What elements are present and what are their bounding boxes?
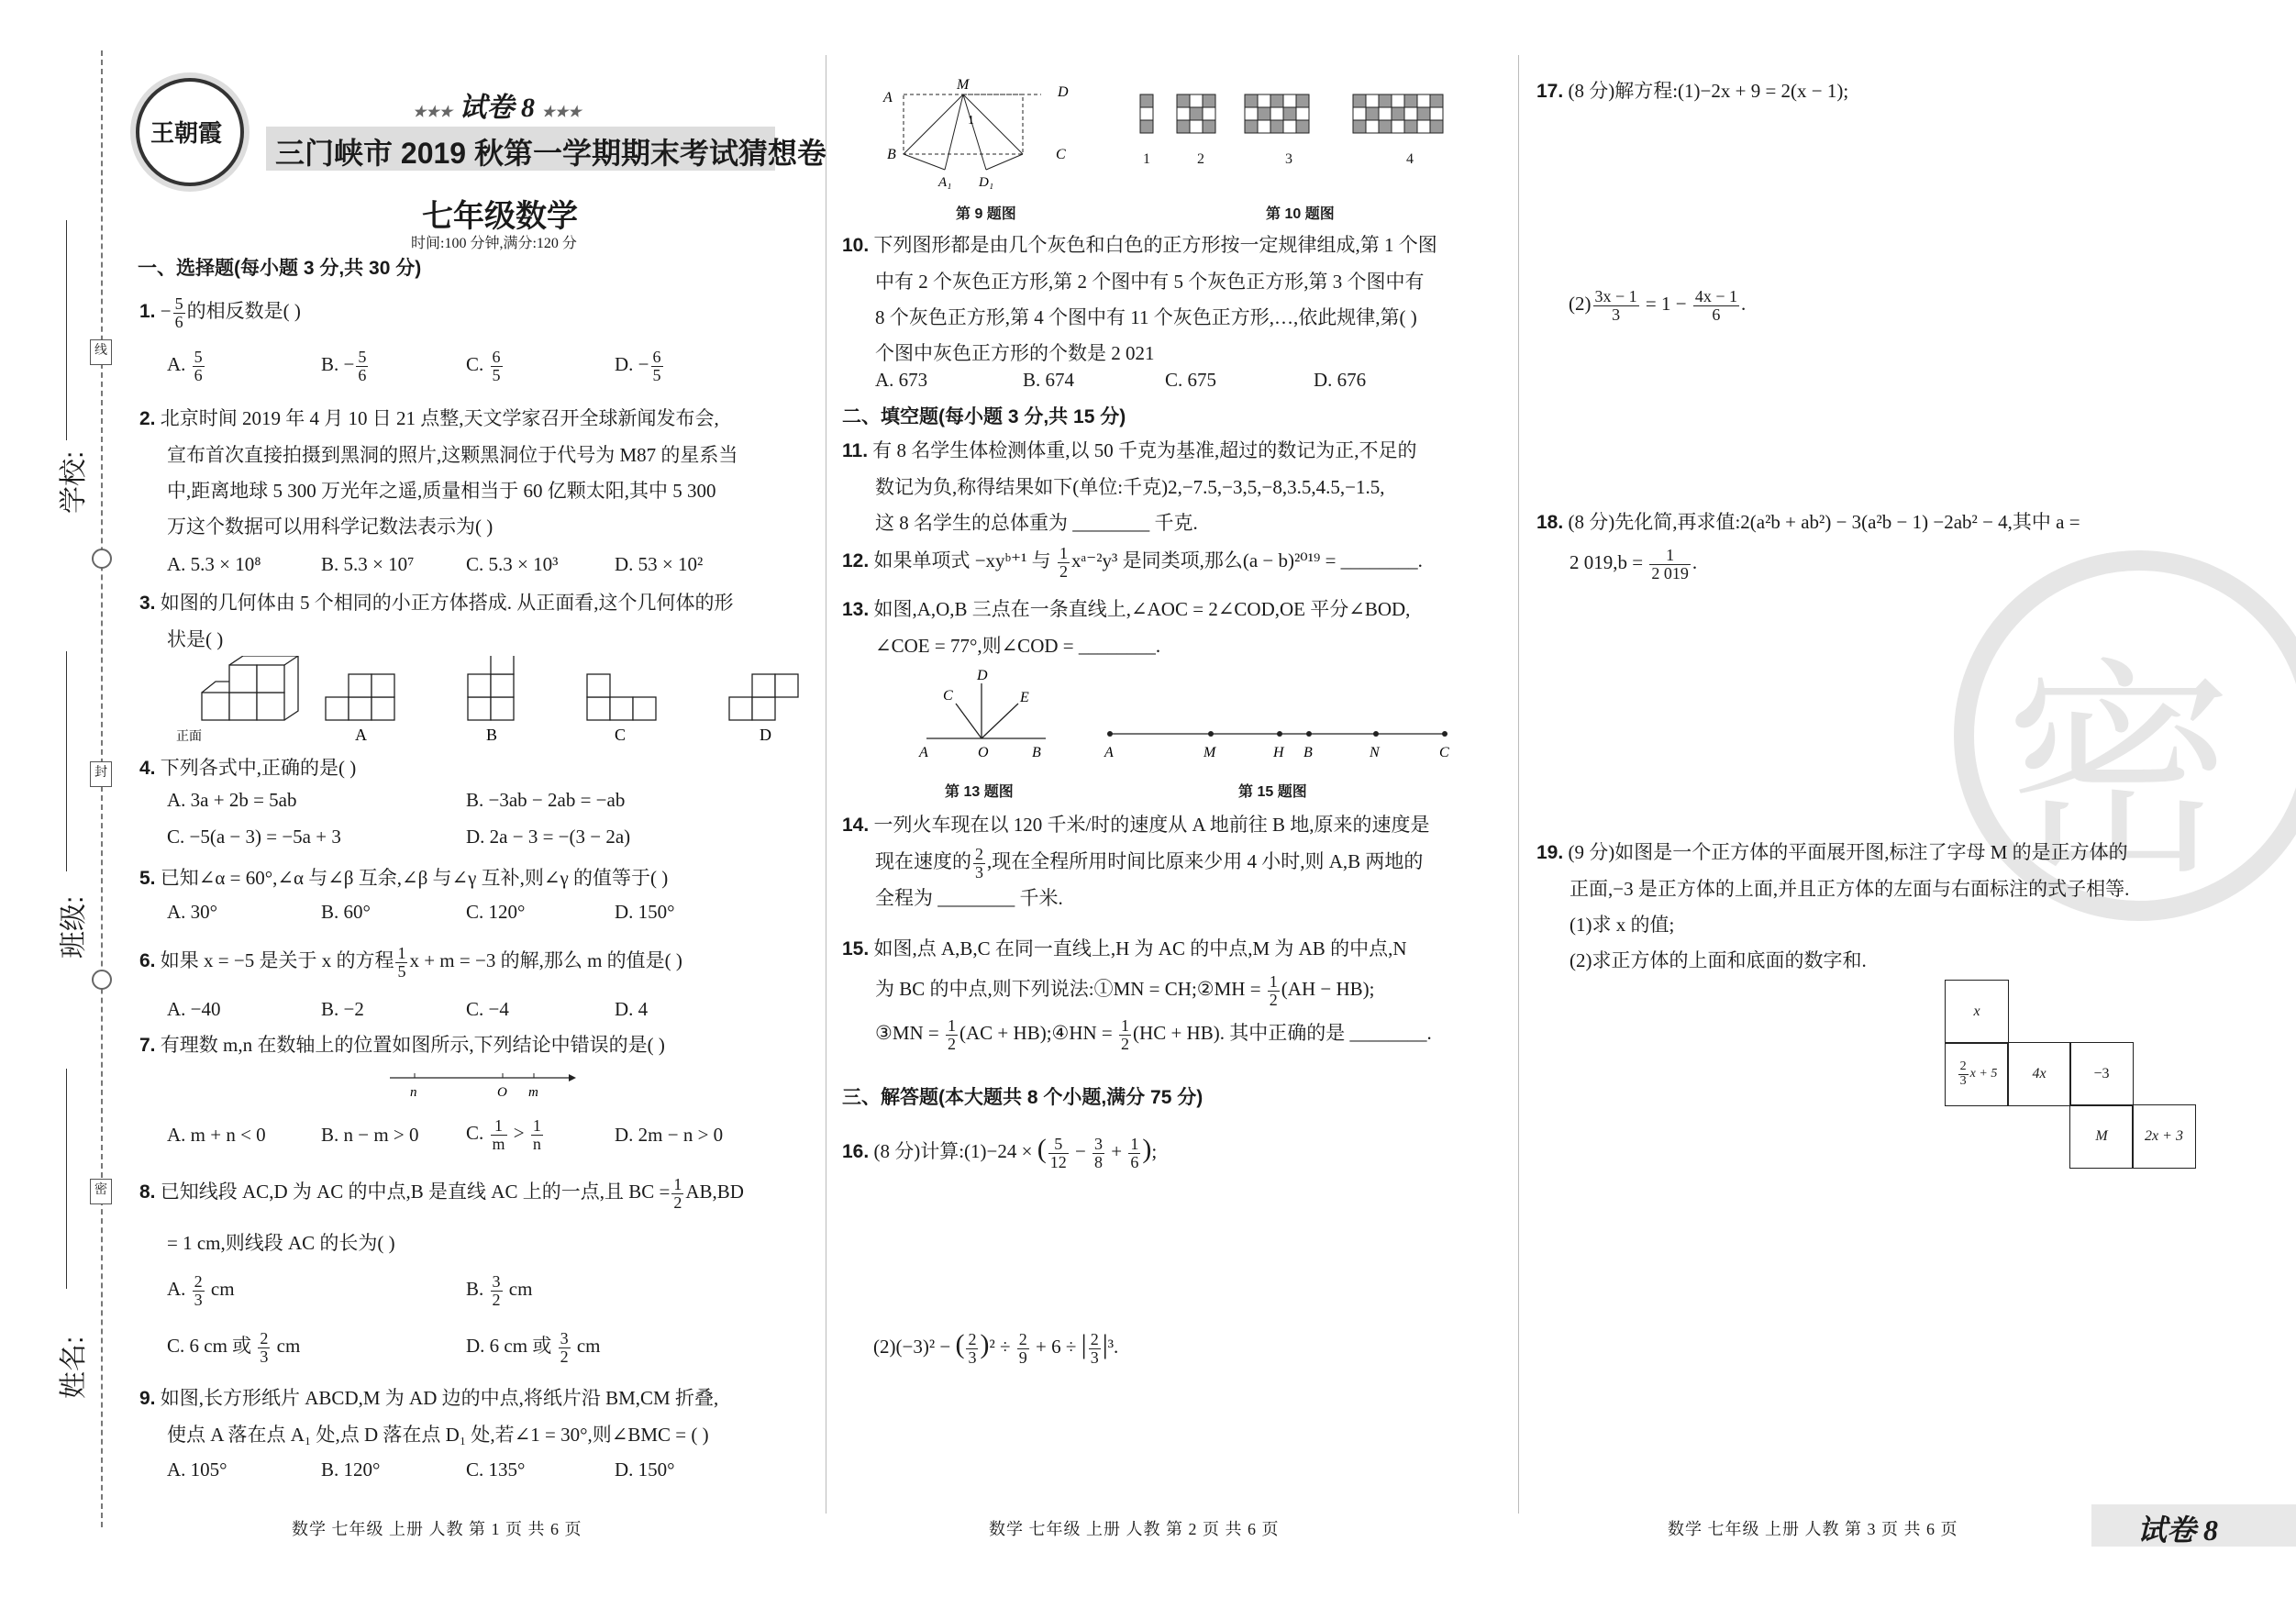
- q10-square: [1404, 107, 1417, 120]
- q15-pt-a: A: [1104, 745, 1114, 760]
- q13-pt-b: B: [1032, 745, 1041, 760]
- cube-net-cell-m: M: [2069, 1104, 2134, 1169]
- q10-square: [1203, 107, 1215, 120]
- q10-square: [1366, 120, 1379, 133]
- school-blank[interactable]: [66, 220, 67, 440]
- q3-option-d-figure: [729, 674, 798, 720]
- brand-logo-text: 王朝霞: [150, 120, 222, 147]
- q10-square: [1430, 120, 1443, 133]
- question-7: 7. 有理数 m,n 在数轴上的位置如图所示,下列结论中错误的是( ): [139, 1034, 665, 1056]
- binding-hole-icon: [92, 970, 112, 990]
- q3-option-b-figure: [468, 656, 514, 720]
- question-17-part-2: (2) $\frac{3x - 1}{3}$ = 1 − $\frac{4x - 1}{6}$ .: [1569, 286, 1747, 324]
- q6-option-a[interactable]: A. −40: [167, 998, 221, 1020]
- q9-fig-caption: 第 9 题图: [956, 206, 1016, 222]
- q10-square: [1366, 94, 1379, 107]
- footer-page-3: 数学 七年级 上册 人教 第 3 页 共 6 页: [1668, 1520, 1958, 1538]
- q6-option-d[interactable]: D. 4: [615, 998, 649, 1020]
- exam-label: ★★★ 试卷 8 ★★★: [413, 93, 582, 123]
- q10-square: [1366, 107, 1379, 120]
- question-5: 5. 已知∠α = 60°,∠α 与∠β 互余,∠β 与∠γ 互补,则∠γ 的值等于( ): [139, 867, 669, 889]
- q10-square: [1353, 120, 1366, 133]
- q9-option-c[interactable]: C. 135°: [466, 1458, 526, 1481]
- school-label: 学校:: [59, 450, 89, 514]
- q10-square: [1140, 94, 1153, 107]
- q10-square: [1245, 120, 1258, 133]
- cube-net-cell-4x: 4x: [2007, 1042, 2071, 1106]
- q10-square: [1353, 107, 1366, 120]
- time-info: 时间:100 分钟,满分:120 分: [411, 236, 577, 251]
- q15-pt-b: B: [1303, 745, 1313, 760]
- q4-option-c[interactable]: C. −5(a − 3) = −5a + 3: [167, 826, 341, 848]
- section-2-title: 二、填空题(每小题 3 分,共 15 分): [842, 406, 1126, 427]
- cube-net-cell-x: x: [1945, 980, 2009, 1044]
- q10-square: [1190, 120, 1203, 133]
- question-8: 8. 已知线段 AC,D 为 AC 的中点,B 是直线 AC 上的一点,且 BC = $\frac{1}{2}$ AB,BD: [139, 1174, 744, 1212]
- q13-pt-o: O: [978, 745, 989, 760]
- seal-mark-line: 线: [90, 339, 112, 365]
- q10-label-3: 3: [1285, 151, 1292, 167]
- q7-option-c[interactable]: C. $\frac{1}{m}$ > $\frac{1}{n}$: [466, 1116, 541, 1153]
- footer-page-2: 数学 七年级 上册 人教 第 2 页 共 6 页: [989, 1520, 1280, 1538]
- q10-square: [1296, 107, 1309, 120]
- class-label: 班级:: [59, 895, 89, 959]
- q6-option-b[interactable]: B. −2: [321, 998, 364, 1020]
- question-15: 15. 如图,点 A,B,C 在同一直线上,H 为 AC 的中点,M 为 AB 的中点,N 为 BC 的中点,则下列说法:①MN = CH;②MH = $\frac{1}{2}$ (AH − HB); ③MN = $\frac{1}{2}$ (AC + HB);④HN = $\frac{1}{2}$ (HC + HB). 其中正确的是 ________.: [842, 937, 1432, 1054]
- q10-square: [1283, 107, 1296, 120]
- question-6: 6. 如果 x = −5 是关于 x 的方程 $\frac{1}{5}$ x + m = −3 的解,那么 m 的值是( ): [139, 943, 682, 981]
- q10-square: [1392, 107, 1404, 120]
- q10-pattern-3: [1245, 94, 1309, 133]
- q15-pt-n: N: [1370, 745, 1380, 760]
- q10-square: [1417, 120, 1430, 133]
- name-blank[interactable]: [66, 1069, 67, 1289]
- q1-option-c[interactable]: C. $\frac{6}{5}$: [466, 348, 501, 384]
- q10-square: [1258, 120, 1270, 133]
- q15-pt-c: C: [1439, 745, 1449, 760]
- q10-square: [1296, 120, 1309, 133]
- q10-square: [1296, 94, 1309, 107]
- q5-option-d[interactable]: D. 150°: [615, 901, 675, 923]
- q15-figure: [1096, 720, 1463, 766]
- section-1-title: 一、选择题(每小题 3 分,共 30 分): [138, 258, 422, 279]
- q4-option-d[interactable]: D. 2a − 3 = −(3 − 2a): [466, 826, 631, 848]
- q8-option-b[interactable]: B. $\frac{3}{2}$ cm: [466, 1272, 533, 1309]
- q2-option-c[interactable]: C. 5.3 × 10³: [466, 553, 559, 575]
- q9-option-b[interactable]: B. 120°: [321, 1458, 381, 1481]
- q3-solid-figure: [202, 656, 298, 720]
- binding-dashed-line: [101, 50, 103, 1527]
- q10-pattern-4: [1353, 94, 1443, 133]
- q15-fig-caption: 第 15 题图: [1238, 784, 1307, 800]
- q1-option-d[interactable]: D. − $\frac{6}{5}$: [615, 348, 661, 384]
- q10-square: [1203, 94, 1215, 107]
- exam-title: 三门峡市 2019 秋第一学期期末考试猜想卷: [275, 137, 826, 170]
- q10-square: [1177, 107, 1190, 120]
- q3-label-a: A: [355, 726, 367, 744]
- seal-mark-seal: 封: [90, 761, 112, 787]
- q10-square: [1140, 107, 1153, 120]
- q10-square: [1430, 107, 1443, 120]
- q9-pt-d1: D₁: [979, 175, 994, 190]
- question-10: 10. 下列图形都是由几个灰色和白色的正方形按一定规律组成,第 1 个图 中有 2 个灰色正方形,第 2 个图中有 5 个灰色正方形,第 3 个图中有 8 个灰色正方形,第 4 个图中有 11 个灰色正方形,…,依此规律,第( ) 个图中灰色正方形的个数是 2 021: [842, 234, 1437, 364]
- q10-square: [1270, 94, 1283, 107]
- q4-option-b[interactable]: B. −3ab − 2ab = −ab: [466, 789, 626, 811]
- q13-pt-d: D: [977, 668, 988, 683]
- q10-square: [1379, 120, 1392, 133]
- q10-square: [1392, 120, 1404, 133]
- q13-pt-a: A: [919, 745, 928, 760]
- q2-option-b[interactable]: B. 5.3 × 10⁷: [321, 553, 415, 575]
- question-18: 18. (8 分)先化简,再求值:2(a²b + ab²) − 3(a²b − 1) −2ab² − 4,其中 a = 2 019,b = $\frac{1}{2 019}$ .: [1536, 511, 2080, 582]
- q3-label-b: B: [486, 726, 498, 744]
- q1-option-a[interactable]: A. $\frac{5}{6}$: [167, 348, 203, 384]
- q3-option-c-figure: [587, 674, 656, 720]
- question-16: 16. (8 分)计算:(1)−24 × ( $\frac{5}{12}$ − $\frac{3}{8}$ + $\frac{1}{6}$ );: [842, 1134, 1158, 1171]
- q6-option-c[interactable]: C. −4: [466, 998, 509, 1020]
- cube-net: [1945, 980, 2197, 1169]
- question-11: 11. 有 8 名学生体检测体重,以 50 千克为基准,超过的数记为正,不足的 数记为负,称得结果如下(单位:千克)2,−7.5,−3,5,−8,3.5,4.5,−1.5, 这 8 名学生的总体重为 ________ 千克.: [842, 439, 1417, 534]
- q7-option-a[interactable]: A. m + n < 0: [167, 1124, 266, 1146]
- q8-option-c[interactable]: C. 6 cm 或 $\frac{2}{3}$ cm: [167, 1329, 301, 1366]
- q13-pt-c: C: [943, 688, 953, 704]
- class-blank[interactable]: [66, 651, 67, 871]
- q10-pattern-2: [1177, 94, 1215, 133]
- q10-square: [1203, 120, 1215, 133]
- q10-square: [1379, 107, 1392, 120]
- cube-net-cell-minus3: −3: [2069, 1042, 2134, 1106]
- q10-label-2: 2: [1197, 151, 1204, 167]
- question-4: 4. 下列各式中,正确的是( ): [139, 757, 357, 779]
- cube-net-cell-left: $\frac{2}{3}$ x + 5: [1945, 1042, 2009, 1106]
- subject-title: 七年级数学: [422, 200, 578, 234]
- q10-square: [1404, 120, 1417, 133]
- q10-square: [1430, 94, 1443, 107]
- q5-option-b[interactable]: B. 60°: [321, 901, 371, 923]
- q10-square: [1177, 94, 1190, 107]
- name-label: 姓名:: [59, 1336, 89, 1399]
- q9-pt-b: B: [887, 147, 896, 162]
- q10-square: [1177, 120, 1190, 133]
- question-3: 3. 如图的几何体由 5 个相同的小正方体搭成. 从正面看,这个几何体的形 状是( ): [139, 592, 734, 650]
- question-12: 12. 如果单项式 −xyᵇ⁺¹ 与 $\frac{1}{2}$ xᵃ⁻²y³ 是同类项,那么(a − b)²⁰¹⁹ = ________.: [842, 543, 1423, 581]
- q5-option-a[interactable]: A. 30°: [167, 901, 218, 923]
- q10-square: [1245, 94, 1258, 107]
- q10-square: [1245, 107, 1258, 120]
- q9-option-a[interactable]: A. 105°: [167, 1458, 227, 1481]
- q3-label-d: D: [760, 726, 771, 744]
- q2-option-d[interactable]: D. 53 × 10²: [615, 553, 704, 575]
- q10-square: [1417, 107, 1430, 120]
- q10-square: [1283, 94, 1296, 107]
- question-17: 17. (8 分)解方程:(1)−2x + 9 = 2(x − 1);: [1536, 80, 1849, 102]
- q10-square: [1417, 94, 1430, 107]
- q7-label-n: n: [410, 1085, 417, 1100]
- section-3-title: 三、解答题(本大题共 8 个小题,满分 75 分): [842, 1087, 1203, 1108]
- q8-option-d[interactable]: D. 6 cm 或 $\frac{3}{2}$ cm: [466, 1329, 601, 1366]
- q10-fig-caption: 第 10 题图: [1266, 206, 1335, 222]
- q9-figure: [876, 78, 1082, 193]
- q10-square: [1404, 94, 1417, 107]
- q13-fig-caption: 第 13 题图: [945, 784, 1014, 800]
- q4-option-a[interactable]: A. 3a + 2b = 5ab: [167, 789, 297, 811]
- q9-pt-d: D: [1058, 84, 1069, 100]
- q7-option-d[interactable]: D. 2m − n > 0: [615, 1124, 724, 1146]
- q9-angle-1: 1: [968, 114, 974, 128]
- q10-square: [1392, 94, 1404, 107]
- q10-square: [1270, 120, 1283, 133]
- question-9: 9. 如图,长方形纸片 ABCD,M 为 AD 边的中点,将纸片沿 BM,CM 折叠, 使点 A 落在点 A₁ 处,点 D 落在点 D₁ 处,若∠1 = 30°,则∠BMC = ( ): [139, 1387, 719, 1446]
- q3-option-a-figure: [326, 674, 394, 720]
- question-19: 19. (9 分)如图是一个正方体的平面展开图,标注了字母 M 的是正方体的 正面,−3 是正方体的上面,并且正方体的左面与右面标注的式子相等. (1)求 x 的值; (2)求正方体的上面和底面的数字和.: [1536, 841, 2130, 971]
- q1-option-b[interactable]: B. − $\frac{5}{6}$: [321, 348, 367, 384]
- q10-label-4: 4: [1406, 151, 1414, 167]
- q10-square: [1379, 94, 1392, 107]
- q10-option-d[interactable]: D. 676: [1314, 369, 1367, 391]
- question-13: 13. 如图,A,O,B 三点在一条直线上,∠AOC = 2∠COD,OE 平分∠BOD, ∠COE = 77°,则∠COD = ________.: [842, 598, 1411, 657]
- q8-option-a[interactable]: A. $\frac{2}{3}$ cm: [167, 1272, 235, 1309]
- q9-pt-c: C: [1056, 147, 1066, 162]
- q10-square: [1190, 107, 1203, 120]
- q10-square: [1270, 107, 1283, 120]
- q10-pattern-1: [1140, 94, 1153, 133]
- q10-square: [1283, 120, 1296, 133]
- q10-square: [1258, 94, 1270, 107]
- q10-square: [1190, 94, 1203, 107]
- q13-pt-e: E: [1020, 690, 1029, 705]
- q8-line-2: = 1 cm,则线段 AC 的长为( ): [167, 1232, 395, 1254]
- q10-option-b[interactable]: B. 674: [1023, 369, 1075, 391]
- footer-page-1: 数学 七年级 上册 人教 第 1 页 共 6 页: [292, 1520, 582, 1538]
- binding-hole-icon: [92, 549, 112, 569]
- question-1: 1. − $\frac{5}{6}$ 的相反数是( ): [139, 294, 301, 331]
- q7-label-m: m: [528, 1085, 538, 1100]
- q10-square: [1140, 120, 1153, 133]
- seal-mark-secret: 密: [90, 1179, 112, 1204]
- corner-exam-label: 试卷 8: [2137, 1514, 2219, 1547]
- q3-front-label: 正面: [176, 730, 202, 744]
- q7-option-b[interactable]: B. n − m > 0: [321, 1124, 419, 1146]
- q15-pt-m: M: [1203, 745, 1216, 760]
- q10-label-1: 1: [1143, 151, 1150, 167]
- q10-option-a[interactable]: A. 673: [875, 369, 928, 391]
- q9-option-d[interactable]: D. 150°: [615, 1458, 675, 1481]
- q3-figure: [165, 656, 807, 748]
- q10-square: [1258, 107, 1270, 120]
- column-divider: [1518, 55, 1519, 1514]
- cube-net-cell-2x3: 2x + 3: [2132, 1104, 2196, 1169]
- question-16-part-2: (2)(−3)² − ( $\frac{2}{3}$ )² ÷ $\frac{2}{9}$ + 6 ÷ | $\frac{2}{3}$ |³.: [873, 1329, 1119, 1367]
- q9-pt-m: M: [957, 78, 970, 93]
- q10-square: [1353, 94, 1366, 107]
- q13-figure: [917, 665, 1055, 766]
- q2-option-a[interactable]: A. 5.3 × 10⁸: [167, 553, 261, 575]
- watermark-seal-char: 密: [2004, 638, 2234, 905]
- q9-pt-a1: A₁: [938, 175, 952, 190]
- q5-option-c[interactable]: C. 120°: [466, 901, 526, 923]
- q10-option-c[interactable]: C. 675: [1165, 369, 1217, 391]
- q9-pt-a: A: [883, 90, 893, 105]
- q15-pt-h: H: [1273, 745, 1284, 760]
- q7-number-line: [385, 1069, 578, 1105]
- q3-label-c: C: [615, 726, 627, 744]
- q10-figure: [1133, 90, 1481, 172]
- q7-label-o: O: [497, 1085, 507, 1100]
- question-2: 2. 北京时间 2019 年 4 月 10 日 21 点整,天文学家召开全球新闻发布会, 宣布首次直接拍摄到黑洞的照片,这颗黑洞位于代号为 M87 的星系当 中,距离地球 5 300 万光年之遥,质量相当于 60 亿颗太阳,其中 5 300 万这个数据可以用科学记数法表示为( ): [139, 407, 738, 538]
- question-14: 14. 一列火车现在以 120 千米/时的速度从 A 地前往 B 地,原来的速度是 现在速度的 $\frac{2}{3}$ ,现在全程所用时间比原来少用 4 小时,则 A,B 两地的 全程为 ________ 千米.: [842, 814, 1430, 910]
